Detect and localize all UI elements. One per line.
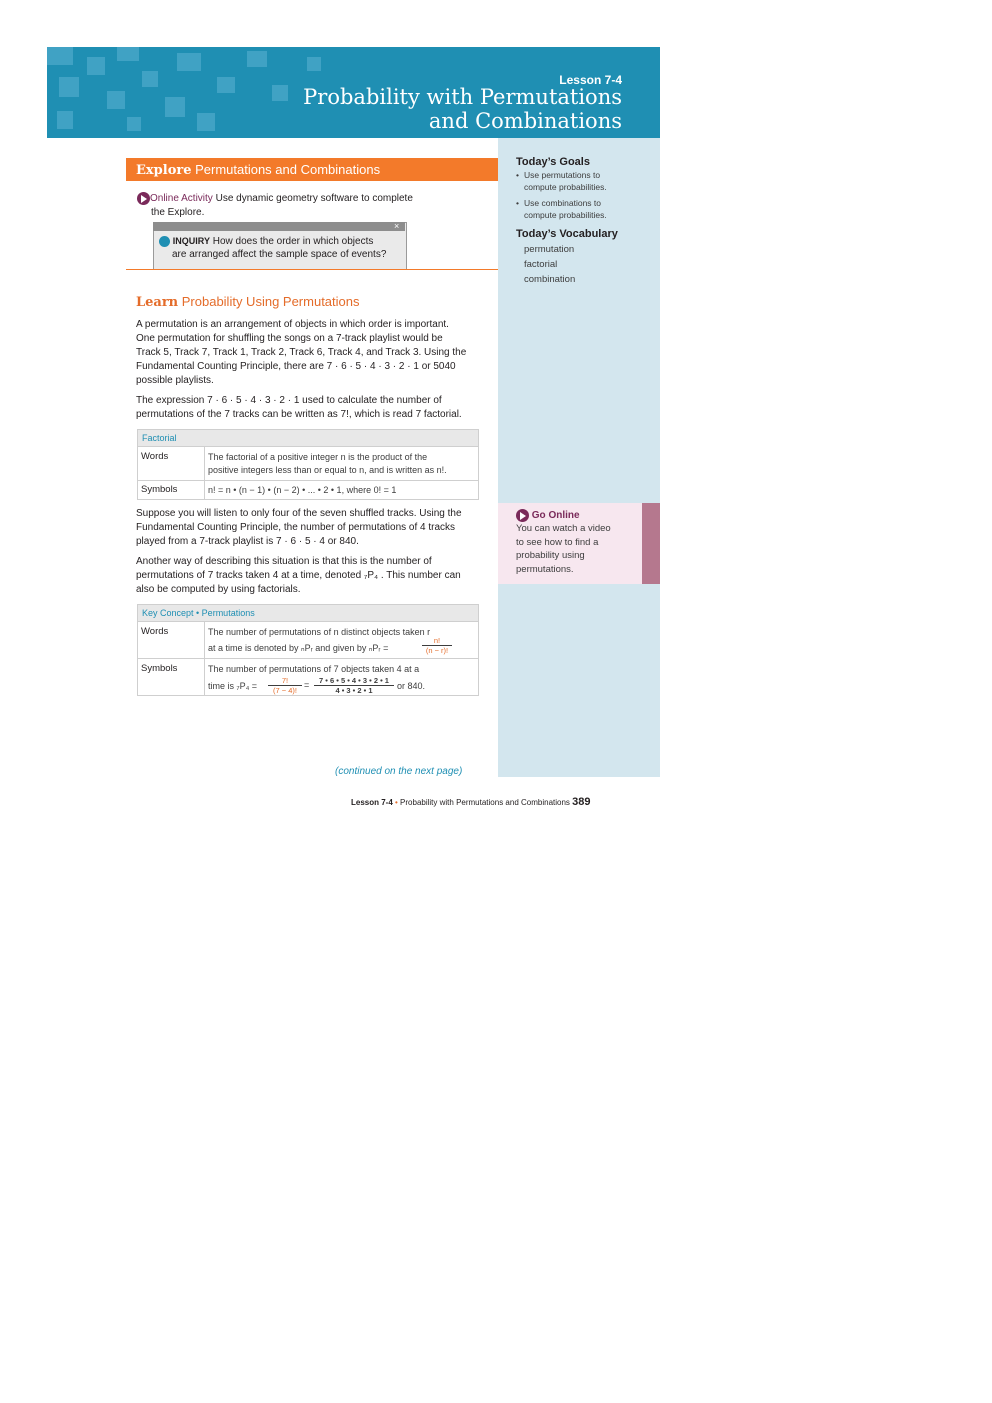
table-row xyxy=(138,621,478,658)
learn-paragraph-3: Suppose you will listen to only four of the seven shuffled tracks. Using the Fundamental Counting Principle, the number of permutations of 4 tracks played from a 7-track playlist is 7 · 6 · 5 · 4 or 840. xyxy=(136,508,462,547)
vocab-item[interactable]: combination xyxy=(524,274,576,285)
permutation-definition: The number of permutations of n distinct objects taken r xyxy=(208,627,431,637)
close-icon[interactable]: × xyxy=(394,221,400,231)
equals-sign: = xyxy=(304,680,310,690)
symbols-label: Symbols xyxy=(141,484,178,495)
goal-item: • xyxy=(516,198,519,208)
page-footer: Lesson 7-4 • Probability with Permutations and Combinations 389 xyxy=(351,796,591,808)
table-row xyxy=(138,446,478,480)
learn-paragraph-2: The expression 7 · 6 · 5 · 4 · 3 · 2 · 1 used to calculate the number of permutations of the 7 tracks can be written as 7!, which is read 7 factorial. xyxy=(136,395,462,420)
symbols-label: Symbols xyxy=(141,663,178,674)
cursor-icon xyxy=(516,509,529,522)
explore-divider xyxy=(126,269,498,270)
permutation-fraction: n! (n − r)! xyxy=(422,636,452,655)
table-row xyxy=(138,480,478,499)
cursor-icon xyxy=(137,192,150,205)
inquiry-title-bar xyxy=(153,222,405,231)
online-activity[interactable]: Online Activity Use dynamic geometry software to complete xyxy=(137,192,413,206)
goals-heading: Today’s Goals xyxy=(516,156,590,168)
goal-item: • xyxy=(516,170,519,180)
factorial-formula: n! = n • (n − 1) • (n − 2) • ... • 2 • 1, where 0! = 1 xyxy=(208,485,397,495)
factorial-definition: The factorial of a positive integer n is the product of the positive integers less than or equal to n, and is written as n!. xyxy=(208,452,447,475)
go-online-tab xyxy=(642,503,660,584)
learn-paragraph-4: Another way of describing this situation is that this is the number of permutations of 7 tracks taken 4 at a time, denoted ₇P₄ . This number can also be computed by using factorials. xyxy=(136,556,461,595)
goal-item-1: Use permutations to compute probabilities. xyxy=(524,170,607,192)
permutation-example: The number of permutations of 7 objects taken 4 at a xyxy=(208,664,420,674)
learn-heading: Learn Probability Using Permutations xyxy=(136,294,360,310)
continued-note: (continued on the next page) xyxy=(335,766,463,777)
go-online-heading[interactable] xyxy=(516,509,580,522)
page-number: 389 xyxy=(572,796,591,808)
words-label: Words xyxy=(141,626,169,637)
words-label: Words xyxy=(141,451,169,462)
online-activity-label[interactable]: Online Activity xyxy=(150,193,213,205)
inquiry-question-line2: are arranged affect the sample space of events? xyxy=(172,249,387,260)
goal-item-2: Use combinations to compute probabilities. xyxy=(524,198,607,220)
example-fraction-1: 7! (7 − 4)! xyxy=(268,676,302,695)
vocab-list xyxy=(524,242,575,287)
factorial-table-title: Factorial xyxy=(138,430,478,446)
example-fraction-2: 7 • 6 • 5 • 4 • 3 • 2 • 1 4 • 3 • 2 • 1 xyxy=(314,676,394,695)
vocab-heading: Today’s Vocabulary xyxy=(516,228,618,240)
inquiry-icon xyxy=(159,236,170,247)
vocab-item[interactable]: factorial xyxy=(524,259,558,270)
learn-paragraph-1: A permutation is an arrangement of objects in which order is important. One permutation for shuffling the songs on a 7-track playlist would be Track 5, Track 7, Track 1, Track 2, Track 6, Track 4, and Track 3. Using the Fundamental Counting Principle, there are 7 · 6 · 5 · 4 · 3 · 2 · 1 or 5040 possible playlists. xyxy=(136,319,467,386)
permutations-table-title: Key Concept • Permutations xyxy=(138,605,478,621)
example-result: or 840. xyxy=(397,681,426,691)
go-online-text: You can watch a video to see how to find a probability using permutations. xyxy=(516,523,611,575)
permutations-table xyxy=(137,604,479,696)
explore-heading: Explore Permutations and Combinations xyxy=(136,162,381,178)
lesson-title-line1: Probability with Permutations xyxy=(303,85,622,109)
lesson-banner xyxy=(47,47,660,138)
online-activity-text: the Explore. xyxy=(151,207,205,218)
table-row xyxy=(138,658,478,695)
lesson-title-line2: and Combinations xyxy=(428,109,622,133)
inquiry-question: INQUIRY How does the order in which objects xyxy=(159,234,373,249)
lesson-number: Lesson 7-4 xyxy=(559,73,622,87)
lesson-title xyxy=(303,85,622,133)
go-online-label: Go Online xyxy=(531,510,580,522)
factorial-table xyxy=(137,429,479,500)
vocab-item[interactable]: permutation xyxy=(524,244,575,255)
permutation-example-line2: time is ₇P₄ = xyxy=(208,681,258,691)
permutation-definition-line2: at a time is denoted by ₙPᵣ and given by ₙPᵣ = xyxy=(208,643,389,653)
